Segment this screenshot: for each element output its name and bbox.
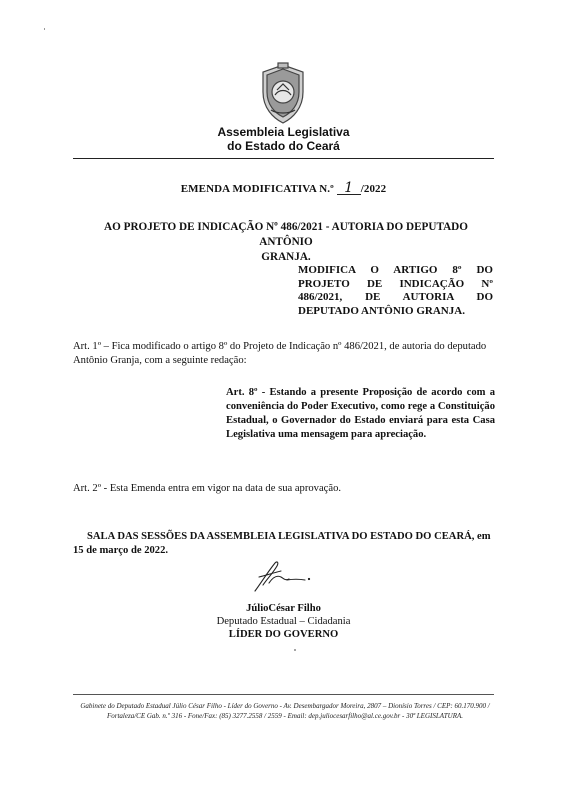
signer-name: JúlioCésar Filho: [246, 603, 321, 614]
state-coat-of-arms-icon: [257, 62, 309, 126]
institution-name-line1: Assembleia Legislativa: [217, 125, 350, 139]
footer-line1: Gabinete do Deputado Estadual Júlio César Filho - Líder do Governo - Av. Desembargador Moreira, 2807 – Dionísio Torres / CEP: 60.170.900 /: [80, 702, 490, 710]
emenda-suffix: /2022: [360, 183, 387, 195]
session-hall-statement: SALA DAS SESSÕES DA ASSEMBLEIA LEGISLATIVA DO ESTADO DO CEARÁ, em 15 de março de 2022.: [73, 531, 491, 556]
signer-role: Deputado Estadual – Cidadania: [216, 616, 351, 627]
paper-speck: [294, 649, 296, 651]
institution-name-line2: do Estado do Ceará: [227, 139, 340, 153]
projeto-heading-line1: AO PROJETO DE INDICAÇÃO Nº 486/2021 - AUTORIA DO DEPUTADO ANTÔNIO: [104, 221, 468, 248]
signer-title: LÍDER DO GOVERNO: [228, 629, 339, 640]
handwritten-signature-icon: [247, 555, 317, 595]
footer-address: [70, 702, 500, 721]
paper-speck: [44, 28, 45, 30]
emenda-number: 1: [337, 182, 361, 195]
emenda-title: [0, 182, 567, 195]
footer-divider: [73, 694, 494, 695]
projeto-heading: [88, 220, 484, 265]
footer-line2: Fortaleza/CE Gab. n.º 316 - Fone/Fax: (85) 3277.2558 / 2559 - Email: dep.juliocesarfilho@al.ce.gov.br - 30ª LEGISLATURA.: [106, 711, 464, 720]
emenda-prefix: EMENDA MODIFICATIVA N.º: [180, 183, 334, 195]
article-8-new-wording: Art. 8º - Estando a presente Proposição de acordo com a conveniência do Poder Executivo, como rege a Constituição Estadual, o Governador do Estado enviará para esta Casa Legislativa uma mensagem para apreciação.: [226, 387, 495, 440]
ementa-text: MODIFICA O ARTIGO 8º DO PROJETO DE INDICAÇÃO Nº 486/2021, DE AUTORIA DO DEPUTADO ANTÔNIO GRANJA.: [298, 264, 493, 317]
article-1-text: Art. 1º – Fica modificado o artigo 8º do Projeto de Indicação nº 486/2021, de autoria do deputado Antônio Granja, com a seguinte redação:: [73, 341, 487, 366]
header-divider: [73, 158, 494, 159]
article-2-text: Art. 2º - Esta Emenda entra em vigor na data de sua aprovação.: [73, 483, 342, 494]
projeto-heading-line2: GRANJA.: [261, 251, 311, 263]
